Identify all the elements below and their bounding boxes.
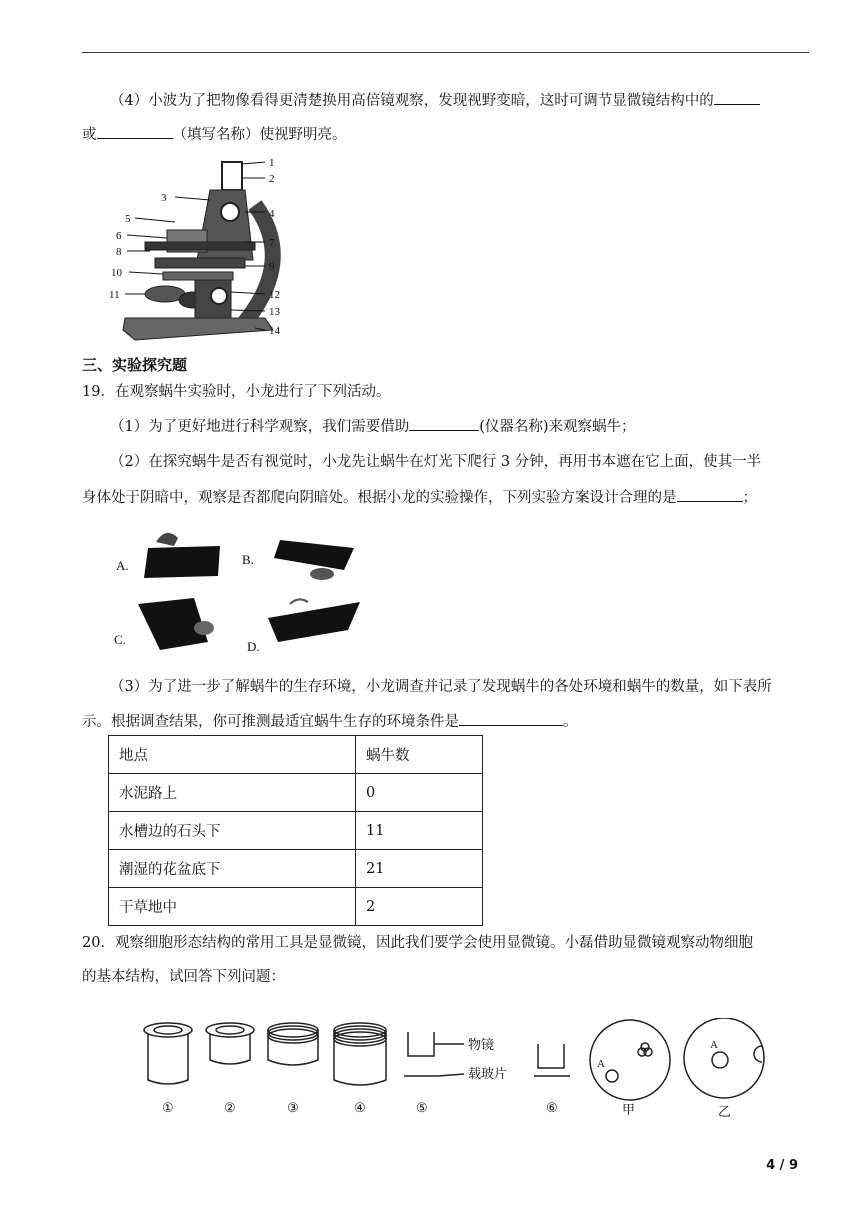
option-c-image	[138, 598, 214, 650]
microscope-label-9: 9	[269, 261, 275, 273]
snail-count-table	[108, 735, 483, 926]
q18-4-line1: （4）小波为了把物像看得更清楚换用高倍镜观察，发现视野变暗，这时可调节显微镜结构中的	[110, 90, 760, 111]
microscope-label-4: 4	[269, 208, 275, 220]
option-d-label: D.	[247, 639, 260, 654]
page-number: 4 / 9	[766, 1158, 798, 1173]
objective-label: 物镜	[468, 1037, 495, 1052]
option-d-image	[268, 599, 360, 642]
table-row	[109, 888, 483, 926]
q19-part3-line1: （3）为了进一步了解蜗牛的生存环境，小龙调查并记录了发现蜗牛的各处环境和蜗牛的数量，如下表所	[110, 679, 772, 695]
top-rule	[82, 52, 809, 53]
microscope-label-8: 8	[116, 246, 122, 258]
option-a-label: A.	[116, 558, 129, 573]
table-cell: 水槽边的石头下	[109, 812, 356, 850]
microscope-label-2: 2	[269, 173, 275, 185]
objective-3-image	[268, 1023, 318, 1065]
fig-label-6: ⑥	[546, 1100, 558, 1115]
q19-part2-line1: （2）在探究蜗牛是否有视觉时，小龙先让蜗牛在灯光下爬行 3 分钟，再用书本遮在它上面，使其一半	[110, 454, 762, 470]
microscope-label-11: 11	[109, 289, 120, 301]
option-c-label: C.	[114, 632, 126, 647]
microscope-label-3: 3	[161, 192, 167, 204]
view-yi-image	[684, 1018, 764, 1098]
table-cell: 11	[356, 812, 483, 850]
fig-label-2: ②	[224, 1100, 236, 1115]
table-cell: 干草地中	[109, 888, 356, 926]
q20-line2: 的基本结构，试回答下列问题：	[82, 969, 285, 985]
slide-label: 载玻片	[468, 1066, 508, 1081]
microscope-label-7: 7	[269, 237, 275, 249]
q20-line1: 20．观察细胞形态结构的常用工具是显微镜，因此我们要学会使用显微镜。小磊借助显微镜观察动物细胞	[82, 935, 753, 951]
microscope-label-10: 10	[111, 267, 122, 279]
diagram-5-image	[404, 1032, 464, 1076]
q18-4-line2: 或 （填写名称）使视野明亮。	[82, 124, 347, 145]
table-cell: 0	[356, 774, 483, 812]
eyepiece-1-image	[144, 1023, 192, 1084]
option-b-label: B.	[242, 552, 254, 567]
microscope-label-13: 13	[269, 306, 280, 318]
microscope-label-12: 12	[269, 289, 280, 301]
table-cell: 2	[356, 888, 483, 926]
q19-part1: （1）为了更好地进行科学观察，我们需要借助 (仪器名称)来观察蜗牛；	[110, 416, 636, 437]
option-b-image	[274, 540, 354, 580]
option-a-image	[144, 533, 220, 578]
table-cell: 水泥路上	[109, 774, 356, 812]
diagram-6-image	[534, 1044, 570, 1076]
fig-label-yi: 乙	[718, 1104, 732, 1118]
fig-label-4: ④	[354, 1100, 366, 1115]
fig-label-jia: 甲	[622, 1102, 636, 1117]
q19-stem: 19．在观察蜗牛实验时，小龙进行了下列活动。	[82, 384, 391, 400]
q19-part3-line2: 示。根据调查结果，你可推测最适宜蜗牛生存的环境条件是 。	[82, 711, 578, 732]
table-header-row	[109, 736, 483, 774]
table-row	[109, 774, 483, 812]
q19-part2-line2: 身体处于阴暗中，观察是否都爬向阴暗处。根据小龙的实验操作，下列实验方案设计合理的是 ；	[82, 487, 757, 508]
objective-4-image	[334, 1023, 386, 1085]
table-header: 蜗牛数	[356, 736, 483, 774]
fig-label-5: ⑤	[416, 1100, 428, 1115]
table-cell: 潮湿的花盆底下	[109, 850, 356, 888]
cell-a-label-jia: A	[597, 1058, 605, 1070]
eyepiece-2-image	[206, 1023, 254, 1064]
table-cell: 21	[356, 850, 483, 888]
q19-options-figure	[108, 518, 370, 658]
q20-figure	[138, 1018, 778, 1118]
fig-label-3: ③	[287, 1100, 299, 1115]
microscope-label-1: 1	[269, 157, 275, 169]
table-row	[109, 812, 483, 850]
table-header: 地点	[109, 736, 356, 774]
fig-label-1: ①	[162, 1100, 174, 1115]
microscope-label-5: 5	[125, 213, 131, 225]
microscope-label-6: 6	[116, 230, 122, 242]
microscope-figure	[105, 150, 295, 342]
microscope-label-14: 14	[269, 325, 280, 337]
section-3-title: 三、实验探究题	[82, 356, 188, 374]
table-row	[109, 850, 483, 888]
cell-a-label-yi: A	[710, 1039, 718, 1051]
